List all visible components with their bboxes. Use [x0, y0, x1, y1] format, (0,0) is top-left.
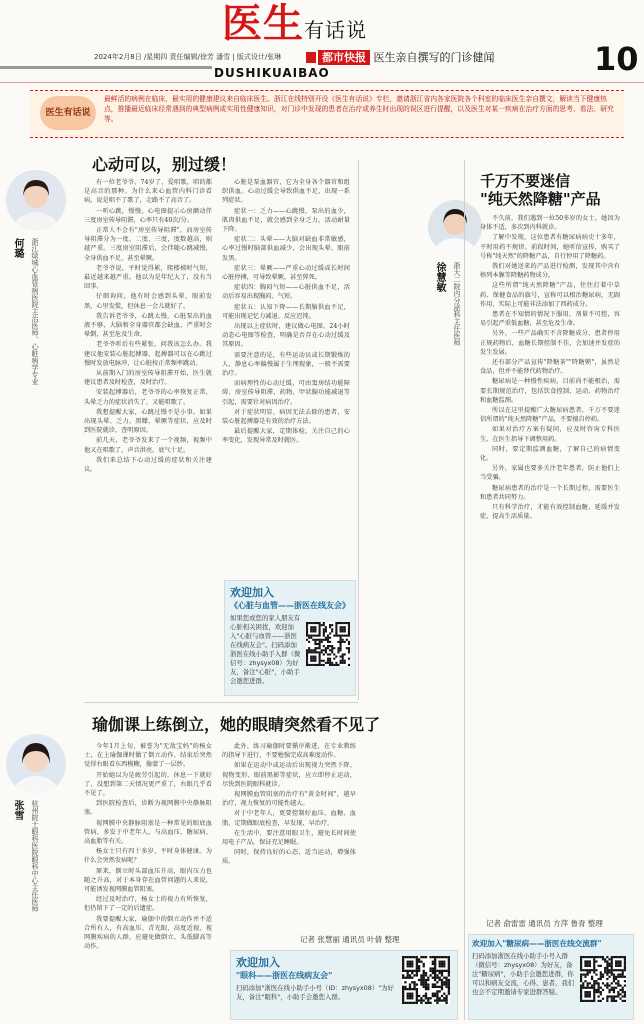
article1-paragraph: 症状三：晕厥——严重心动过缓或长时间心脏停搏，可导致晕厥，甚至猝死。 [222, 264, 350, 282]
join-box-eye-subtitle: "眼科——浙医在线病友会" [236, 971, 333, 980]
column-divider [358, 160, 359, 700]
article1-paragraph: 一听心跳，慢慢。心电图提示心房颤动伴三度房室传导阻滞，心率只有40次/分。 [84, 207, 212, 224]
article1-paragraph: 对于症状明显、病因无法去除的患者，安装心脏起搏器是有效的治疗方法。 [222, 408, 350, 426]
join-box-cardio-subtitle: 《心脏与血管——浙医在线友会》 [230, 601, 350, 610]
article2-paragraph: 另外，一些产品确实不含降糖成分，患者停用正规药物后，血糖长期控制不佳，会加速并发症的发生发展。 [480, 330, 620, 356]
join-box-eye-title: 欢迎加入 [236, 956, 280, 969]
article3-paragraph: 到医院检查后，诊断为视网膜中央静脉阻塞。 [84, 800, 212, 817]
article2-paragraph: 糖尿病患者的治疗是一个长期过程，需要医生和患者共同努力。 [480, 484, 620, 501]
article1-paragraph: 最后提醒大家，定期体检，关注自己的心率变化，发现异常及时就医。 [222, 428, 350, 445]
section-logo-suffix: 有话说 [304, 18, 367, 42]
article2-paragraph: 还有部分产品宣传"降糖茶""降糖粥"，虽然是食品，但并不能替代药物治疗。 [480, 359, 620, 376]
date-line: 2024年2月8日 /星期四 责任编辑/徐芳 潘雪 | 版式设计/张琳 [94, 53, 282, 61]
article3-paragraph: 今年1月上旬，被誉为"无敌宝妈"的杨女士，在上瑜伽课时做了倒立动作，结束后突然觉得右眼看东西模糊，像蒙了一层纱。 [84, 743, 212, 769]
brand-slogan: 医生亲自撰写的门诊健闻 [373, 51, 495, 64]
qr-code-cardio[interactable] [306, 622, 350, 666]
qr-code-eye[interactable] [402, 956, 450, 1004]
article2-title-line1: 千万不要迷信 [480, 172, 571, 190]
article1-title: 心动可以，别过缓！ [92, 155, 237, 174]
header-rule [0, 82, 644, 83]
join-box-eye-text: 扫码添加"浙医在线小助手小号（ID：zhysyx08）"为好友，备注"眼科"，小助手会邀您入群。 [236, 984, 394, 1001]
article2-paragraph: 我们对她送来的产品进行检测，发现其中含有格列本脲等降糖药物成分。 [480, 263, 620, 280]
article2-body [480, 214, 620, 914]
article1-paragraph: 老爷爷听后有些紧张，问我该怎么办。我建议他安装心脏起搏器，起搏器可以在心跳过慢时发放电脉冲，让心脏按正常频率跳动。 [84, 341, 212, 367]
author-portrait-zhang-xue [6, 734, 66, 794]
brand-slogan-bar [306, 49, 495, 65]
header-divider [0, 66, 212, 69]
join-box-cardio-text: 如果您或您的家人朋友有心脏相关困扰，欢迎加入"心脏与血管——浙医在线病友会"。扫码添加浙医在线小助手入群（微信号：zhysyx08）为好友，备注"心脏"，小助手会邀您进群。 [230, 614, 301, 685]
article1-paragraph: 仔细询问，他有时会感到头晕、眼前发黑，心里发慌，但休息一会儿就好了。 [84, 293, 212, 310]
author-name-zhang-xue: 张雪 [12, 800, 23, 820]
author-portrait-he-lu [6, 170, 66, 230]
article3-paragraph: 对于中老年人，更要控制好血压、血糖、血脂，定期做眼底检查，早发现、早治疗。 [222, 810, 356, 827]
article1-paragraph: 安装起搏器后，老爷爷的心率恢复正常，头晕乏力的症状消失了，又能唱歌了。 [84, 389, 212, 406]
article3-paragraph: 在生活中，要注意用眼卫生，避免长时间使用电子产品，保证充足睡眠。 [222, 829, 356, 847]
column-badge: 医生有话说 [40, 96, 96, 130]
author-name-he-lu: 何璐 [12, 238, 23, 258]
article1-paragraph: 老爷爷说，平时觉得累，爬楼梯时气短，最近越来越严重。他以为是年纪大了，没有当回事。 [84, 264, 212, 291]
article2-paragraph: 这些所谓"纯天然降糖"产品，往往打着中草药、保健食品的旗号，宣称可以根治糖尿病，无副作用，实际上可能非法添加了西药成分。 [480, 282, 620, 308]
article1-paragraph: 前几天，老爷爷发来了一个视频，视频中他又在唱歌了，声音洪亮，底气十足。 [84, 437, 212, 454]
article2-paragraph: 只有科学治疗，才能有效控制血糖，延缓并发症，提高生活质量。 [480, 504, 620, 521]
article3-editors: 记者 张慧丽 通讯员 叶倩 整理 [300, 935, 400, 944]
article2-title-line2: "纯天然降糖"产品 [480, 190, 601, 208]
qr-code-diabetes[interactable] [580, 956, 626, 1002]
article3-paragraph: 视网膜中央静脉阻塞是一种常见的眼底血管病，多发于中老年人，与高血压、糖尿病、高血脂等有关。 [84, 819, 212, 846]
article-divider [84, 702, 358, 703]
article1-paragraph: 症状五：认知下降——长期脑供血不足，可能出现记忆力减退、反应迟钝。 [222, 303, 350, 320]
paper-pinyin: DUSHIKUAIBAO [214, 66, 330, 80]
article3-body-col1 [84, 742, 212, 1020]
article1-paragraph: 需要注意的是，有些运动员或长期锻炼的人，静息心率偏慢属于生理现象，一般不需要治疗。 [222, 351, 350, 378]
author-name-xu-huimin: 徐慧敏 [434, 262, 445, 292]
join-box-cardio-title: 欢迎加入 [230, 586, 274, 599]
article1-paragraph: 出现以上症状时，建议做心电图、24小时动态心电图等检查，明确是否存在心动过缓及其原因。 [222, 323, 350, 349]
article2-paragraph: 糖尿病是一种慢性疾病，目前尚不能根治，需要长期规范治疗，包括饮食控制、运动、药物治疗和血糖监测。 [480, 378, 620, 404]
brand-name: 都市快报 [318, 50, 370, 65]
author-caption-xu-huimin: 浙大二院内分泌科主任医师 [453, 262, 461, 346]
article1-paragraph: 从前期入门的房室传导阻滞开始，医生就建议患者及时检查，及时治疗。 [84, 370, 212, 387]
article1-body-col2 [222, 178, 350, 574]
article2-paragraph: 所以在这里提醒广大糖尿病患者，千万不要迷信所谓的"纯天然降糖"产品，不要擅自停药。 [480, 407, 620, 424]
article3-paragraph: 同时，保持良好的心态，适当运动，增强体质。 [222, 849, 356, 866]
article3-paragraph: 视网膜血管阻塞的治疗有"黄金时间"，越早治疗，视力恢复的可能性越大。 [222, 791, 356, 808]
article1-paragraph: 我们来总结下心动过缓的症状和关注建议。 [84, 456, 212, 474]
article2-paragraph: 患者在不知情的情况下服用，剂量不可控，容易引起严重低血糖，甚至危及生命。 [480, 311, 620, 328]
article1-body-col1 [84, 178, 212, 706]
article1-paragraph: 症状二：头晕——大脑对缺血非常敏感，心率过慢时脑部供血减少，会出现头晕、眼前发黑。 [222, 236, 350, 262]
article3-paragraph: 如果在运动中或运动后出现视力突然下降、视物变形、眼前黑影等症状，应立即停止运动，尽快到医院眼科就诊。 [222, 762, 356, 788]
article2-paragraph: 了解中发现，这位患者有糖尿病病史十多年，平时用药不规律。前段时间，她听信宣传，购买了号称"纯天然"的降糖产品，自行停用了降糖药。 [480, 234, 620, 260]
article2-paragraph: 另外，家属也要多关注老年患者，防止他们上当受骗。 [480, 465, 620, 482]
article1-paragraph: 正常人不会有"房室传导阻滞"，而房室传导阻滞分为一度、二度、三度，度数越高，则越严重。三度房室阻滞后，会伴随心跳减慢，全身供血不足，甚至晕厥。 [84, 227, 212, 262]
article1-paragraph: 症状四：胸闷气短——心脏供血不足，活动后容易出现胸闷、气短。 [222, 284, 350, 301]
article2-paragraph: 同时，要定期监测血糖，了解自己的病情变化。 [480, 445, 620, 463]
column-intro-text: 最鲜活的病例在临床，最实用的健康建议来自临床医生。浙江在线特别开设《医生有话说》专栏，邀请浙江省内各家医院各个科室的临床医生亲自撰文，解读当下健康热点，推播最近临床经常遇到的典型病例或实用性健康知识，对门诊中发现的患者在治疗或养生时出现的误区进行提醒，以及医生对某一疾病在治疗方面的思考、看法、研究等。 [104, 95, 614, 123]
article3-paragraph: 我要提醒大家，瑜伽中的倒立动作并不适合所有人，有高血压、青光眼、高度近视、视网膜疾病的人群，应避免做倒立、头低脚高等动作。 [84, 915, 212, 951]
author-portrait-xu-huimin [428, 200, 482, 254]
author-caption-he-lu: 浙江绿城心血管病医院主治医师、心脏病学专业 [31, 238, 39, 385]
article1-paragraph: 我想提醒大家，心跳过慢不是小事。如果出现头晕、乏力、黑矇、晕厥等症状，应及时到医院就诊，查明原因。 [84, 408, 212, 435]
article3-title: 瑜伽课上练倒立，她的眼睛突然看不见了 [92, 715, 381, 734]
article1-paragraph: 我告诉老爷爷，心跳太慢，心脏泵出的血液不够，大脑和全身器官都会缺血，严重时会晕倒，甚至危及生命。 [84, 312, 212, 339]
brand-k-icon [306, 52, 316, 63]
article1-paragraph: 而病理性的心动过缓，可由窦房结功能障碍、房室传导阻滞、药物、甲状腺功能减退等引起，需要针对病因治疗。 [222, 380, 350, 406]
article2-title [480, 172, 601, 208]
article3-paragraph: 经过及时治疗，杨女士的视力有所恢复，但仍留下了一定的后遗症。 [84, 896, 212, 913]
column-divider [464, 160, 465, 1020]
page-number: 10 [594, 40, 639, 78]
author-caption-zhang-xue: 杭州院士眼科医院眼科中心主任医师 [31, 800, 39, 912]
article2-editors: 记者 俞雷雷 通讯员 方萍 鲁青 整理 [486, 919, 603, 928]
article3-paragraph: 开始她以为是疲劳引起的，休息一下就好了，没想到第二天情况更严重了，右眼几乎看不见了。 [84, 771, 212, 798]
article3-body-col2 [222, 742, 356, 928]
article3-paragraph: 此外，练习瑜伽时要循序渐进，在专业教练的指导下进行，不要勉强完成高难度动作。 [222, 743, 356, 760]
article1-paragraph: 症状一：乏力——心跳慢，泵出的血少，肌肉供血不足，就会感到全身乏力，活动耐量下降。 [222, 207, 350, 234]
article3-paragraph: 杨女士只有四十多岁，平时身体健康。为什么会突然发病呢？ [84, 848, 212, 865]
article1-paragraph: 有一位老爷爷，74岁了，爱唱歌，唱的都是高音的那种。为什么来心血管内科门诊看病，说是唱不了歌了，走路不了高音了。 [84, 179, 212, 205]
section-logo: 医生有话说 [222, 1, 367, 47]
article3-paragraph: 原来，倒立时头部血压升高，眼内压力也随之升高，对于本身存在血管问题的人来说，可能诱发视网膜血管阻塞。 [84, 867, 212, 894]
join-box-diabetes-text: 扫码添加浙医在线小助手小号入群（微信号：zhysyx08）为好友，备注"糖尿病"，小助手会邀您进群，你可以和病友交流，心得、患者，我们也会不定期邀请专家进群答疑。 [472, 952, 575, 996]
article2-paragraph: 如果对治疗方案有疑问，应及时咨询专科医生，在医生指导下调整用药。 [480, 426, 620, 443]
article2-paragraph: 不久前，我们遇到一位50多岁的女士，她因为身体不适，多次到内科就诊。 [480, 215, 620, 232]
join-box-diabetes-title: 欢迎加入"糖尿病——浙医在线交流群" [472, 939, 602, 948]
article1-paragraph: 心脏是泵血器官，它为全身各个器官和组织供血。心动过缓会导致供血不足，出现一系列症状。 [222, 179, 350, 205]
